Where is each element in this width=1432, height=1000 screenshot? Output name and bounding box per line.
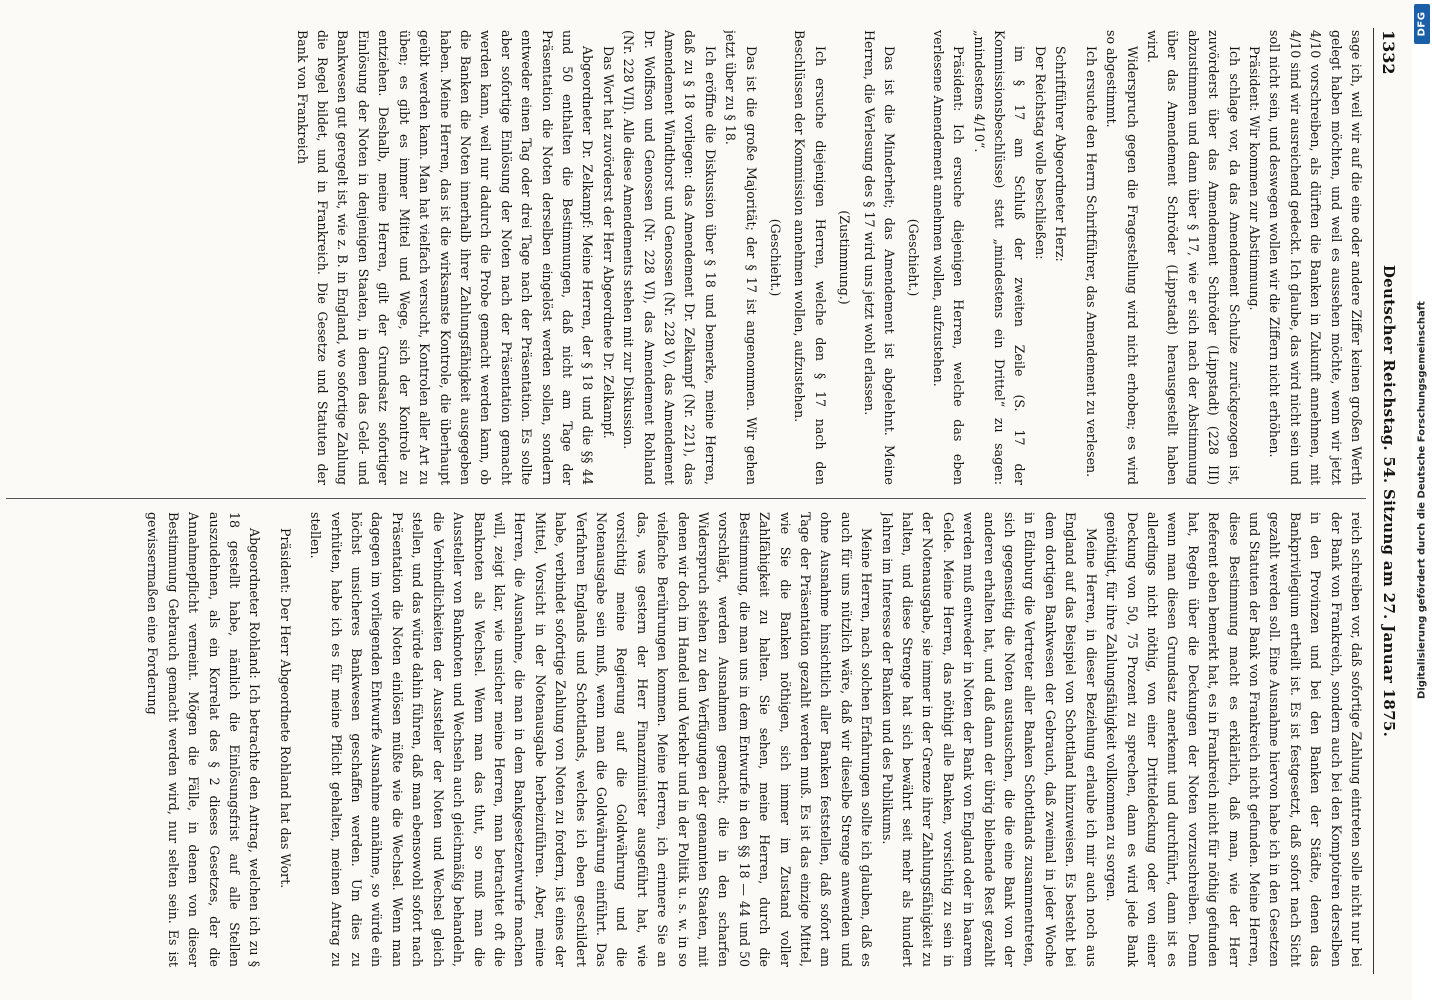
paragraph: Präsident: Ich ersuche diejenigen Herren, welche das eben verlesene Amendement annehmen wollen, aufzustehen. bbox=[930, 30, 967, 485]
paragraph: Abgeordneter Dr. Zelkampf: Meine Herren, der § 18 und die §§ 44 und 50 enthalten die Bestimmungen, daß nicht am Tage der Präsentation die Noten derselben eingelöst werden sollen, sondern entweder einen Tag oder drei Tage nach der Präsentation. Es sollte aber sofortige Einlösung der Noten nach der Präsentation gemacht werden kann, weil nur dadurch die Probe gemacht werden kann, ob die Banken die Noten innerhalb ihrer Zahlungsfähigkeit ausgegeben haben. Meine Herren, das ist die wirksamste Kontrole, die überhaupt geübt werden kann. Man hat vielfach versucht, Kontrolen aller Art zu üben; es gibt es immer Mittel und Wege, sich der Kontrole zu entziehen. Deshalb, meine Herren, gilt der Grundsatz sofortiger Einlösung der Noten in denjenigen Staaten, in denen das Geld- und Bankwesen gut geregelt ist, wie z. B. in England, wo sofortige Zahlung die Regel bildet, und in Frankreich. Die Gesetze und Statuten der Bank von Frankreich bbox=[294, 30, 596, 485]
paragraph: Abgeordneter Rohland: Ich betrachte den Antrag, welchen ich zu § 18 gestellt habe, nämlich die Einlösungsfrist auf alle Stellen auszudehnen, als ein Korrelat des § 2 dieses Gesetzes, der die Annahmepflicht verneint. Mögen die Fälle, in denen von dieser Bestimmung Gebrauch gemacht werden wird, nur selten sein. Es ist gewissermaßen eine Forderung bbox=[145, 512, 263, 967]
watermark-sidebar bbox=[1412, 0, 1432, 1000]
paragraph: Das ist die Minderheit; das Amendement ist abgelehnt. Meine Herren, die Verlesung des § 17 wird uns jetzt wohl erlassen. bbox=[861, 30, 898, 485]
paragraph: Meine Herren, nach solchen Erfahrungen sollte ich glauben, daß es auch für uns nützlich wäre, daß wir dieselbe Strenge anwenden und ohne Ausnahme hinsichtlich aller Banken feststellen, daß sofort am Tage der Präsentation gezahlt werden muß. Es ist das einzige Mittel, wie Sie die Banken nöthigen, sich immer im Zustand voller Zahlfähigkeit zu halten. Sie sehen, meine Herren, durch die Bestimmung, die man uns in dem Entwurfe in den §§ 18 — 44 und 50 vorschlägt, werden Ausnahmen gemacht; die in den scharfen Widerspruch stehen zu den Verfügungen der genannten Staaten, mit denen wir doch im Handel und Verkehr und in der Politik u. s. w. in so vielfache Berührungen kommen. Meine Herren, ich erinnere Sie an das, was gestern der Herr Finanzminister ausgeführt hat, wie vorsichtig meine Regierung auf die Goldwährung und die Notenausgabe sein muß, wenn man die Goldwährung einführt. Das Verfahren Englands und Schottlands, welches ich eben geschildert habe, verbindet sofortige Zahlung von Noten zu fordern, ist eines der Mittel, Vorsicht in der Notenausgabe herbeizuführen. Aber, meine Herren, die Ausnahme, die man in dem Bankgesetzentwurfe machen will, zeigt klar, wie unsicher meine Herren, man betrachtet oft die Banknoten als Wechsel. Wenn man das thut, so muß man die Aussteller von Banknoten und Wechseln auch gleichmäßig behandeln, die Verbindlichkeiten der Aussteller der Noten und Wechsel gleich stellen, und das würde dahin führen, daß man ebensowohl sofort nach Präsentation die Noten einlösen müßte wie die Wechsel. Wenn man dagegen im vorliegenden Entwurfe Ausnahme annähme, so würde ein höchst unsicheres Bankwesen geschaffen werden. Um dies zu verhüten, habe ich es für meine Pflicht gehalten, meinen Antrag zu stellen. bbox=[308, 512, 875, 967]
paragraph: Präsident: Der Herr Abgeordnete Rohland hat das Wort. bbox=[277, 528, 293, 889]
header-rule bbox=[1373, 28, 1374, 974]
paragraph: Der Reichstag wolle beschließen: bbox=[1032, 46, 1048, 260]
watermark-text: Digitalisierung gefördert durch die Deutsche Forschungsgemeinschaft bbox=[1416, 301, 1428, 699]
dfg-logo bbox=[1414, 4, 1430, 44]
paragraph: Das ist die große Majorität; der § 17 ist angenommen. Wir gehen jetzt über zu § 18. bbox=[723, 30, 759, 485]
paragraph: reich schreiben vor, daß sofortige Zahlung eintreten solle nicht nur bei der Bank von Frankreich, sondern auch bei den Komptoiren derselben in den Provinzen und bei den Banken der Städte, denen das Bankprivilegium ertheilt ist. Es ist festgesetzt, daß sofort nach Sicht gezahlt werden soll. Eine Ausnahme hiervon habe ich in den Gesetzen und Statuten der Bank von Frankreich nicht gefunden. Meine Herren, diese Bestimmung macht es erklärlich, daß man, wie der Herr Referent eben bemerkt hat, es in Frankreich nicht für nöthig gefunden hat, Regeln über die Deckungen der Noten vorzuschreiben. Denn wenn man diesen Grundsatz anerkennt und durchführt, dann ist es allerdings nicht nöthig, von einer Dritteldeckung oder von einer Deckung von 50, 75 Prozent zu sprechen, dann es wird jede Bank genöthigt, für ihre Zahlungsfähigkeit vollkommen zu sorgen. bbox=[1104, 512, 1364, 967]
dfg-logo-text: DFG bbox=[1416, 11, 1428, 37]
stage-direction: (Zustimmung.) bbox=[837, 210, 853, 305]
paragraph: Ich ersuche den Herrn Schriftführer, das Amendement zu verlesen. bbox=[1083, 46, 1099, 478]
paragraph: Ich eröffne die Diskussion über § 18 und bemerke, meine Herren, daß zu § 18 vorliegen: das Amendement Dr. Zelkampf (Nr. 221), das Amendement Windthorst und Genossen (Nr. 228 V), das Amendement Dr. Wolffson und Genossen (Nr. 228 VI), das Amendement Rohland (Nr. 228 VII). Alle diese Amendements stehen mit zur Diskussion. bbox=[621, 30, 718, 485]
paragraph: Ich ersuche diejenigen Herren, welche den § 17 nach den Beschlüssen der Kommission annehmen wollen, aufzustehen. bbox=[792, 30, 828, 485]
left-column bbox=[6, 30, 1366, 485]
paragraph: Präsident: Wir kommen zur Abstimmung. bbox=[1246, 46, 1262, 311]
page-title: Deutscher Reichstag. 54. Sitzung am 27. Januar 1875. bbox=[1380, 264, 1398, 738]
right-column bbox=[6, 512, 1366, 967]
paragraph: im § 17 am Schluß der zweiten Zeile (S. 17 der Kommissionsbeschlüsse) statt „mindestens ein Drittel“ zu sagen: „mindestens 4/10“. bbox=[971, 30, 1028, 485]
page-header bbox=[1374, 30, 1400, 972]
paragraph: Meine Herren, in dieser Beziehung erlaube ich mir auch noch aus England auf das Beispiel von Schottland hinzuweisen. Es besteht bei dem dortigen Bankwesen der Gebrauch, daß zweimal in jeder Woche in Edinburg die Vertreter aller Banken Schottlands zusammentreten, sich gegenseitig die Noten austauschen, die die eine Bank von der anderen erhalten hat, und daß dann der übrig bleibende Rest gezahlt werden muß entweder in Noten der Bank von England oder in baarem Gelde. Meine Herren, das nöthigt alle Banken, vorsichtig zu sein in der Notenausgabe, sie immer in der Grenze ihrer Zahlungsfähigkeit zu halten, und diese Strenge hat sich bewährt seit mehr als hundert Jahren im Interesse der Banken und des Publikums. bbox=[879, 512, 1099, 967]
paragraph: Das Wort hat zuvörderst der Herr Abgeordnete Dr. Zelkampf. bbox=[600, 46, 616, 439]
paragraph: Schriftführer Abgeordneter Herz: bbox=[1053, 46, 1069, 262]
paragraph: sage ich, weil wir auf die eine oder andere Ziffer keinen großen Werth gelegt haben möchten, und weil es aussehen möchte, wenn wir jetzt 4/10 vorschreiben, als dürften die Banken in Zukunft annehmen, mit 4/10 sind wir ausreichend gedeckt. Ich glaube, das wird nicht sein und soll nicht sein, und deswegen wollen wir die Ziffern nicht erhöhen. bbox=[1267, 30, 1364, 485]
page-number: 1332 bbox=[1379, 30, 1398, 75]
paragraph: Widerspruch gegen die Fragestellung wird nicht erhoben; es wird so abgestimmt. bbox=[1104, 30, 1140, 485]
stage-direction: (Geschieht.) bbox=[906, 218, 922, 297]
paragraph: Ich schlage vor, da das Amendement Schulze zurückgezogen ist, zuvörderst über das Amendement Schröder (Lippstadt) (228 III) abzustimmen und dann über § 17, wie er sich nach der Abstimmung über das Amendement Schröder (Lippstadt) herausgestellt haben wird. bbox=[1144, 30, 1242, 485]
column-rule bbox=[6, 498, 1366, 499]
stage-direction: (Geschieht.) bbox=[768, 218, 784, 297]
